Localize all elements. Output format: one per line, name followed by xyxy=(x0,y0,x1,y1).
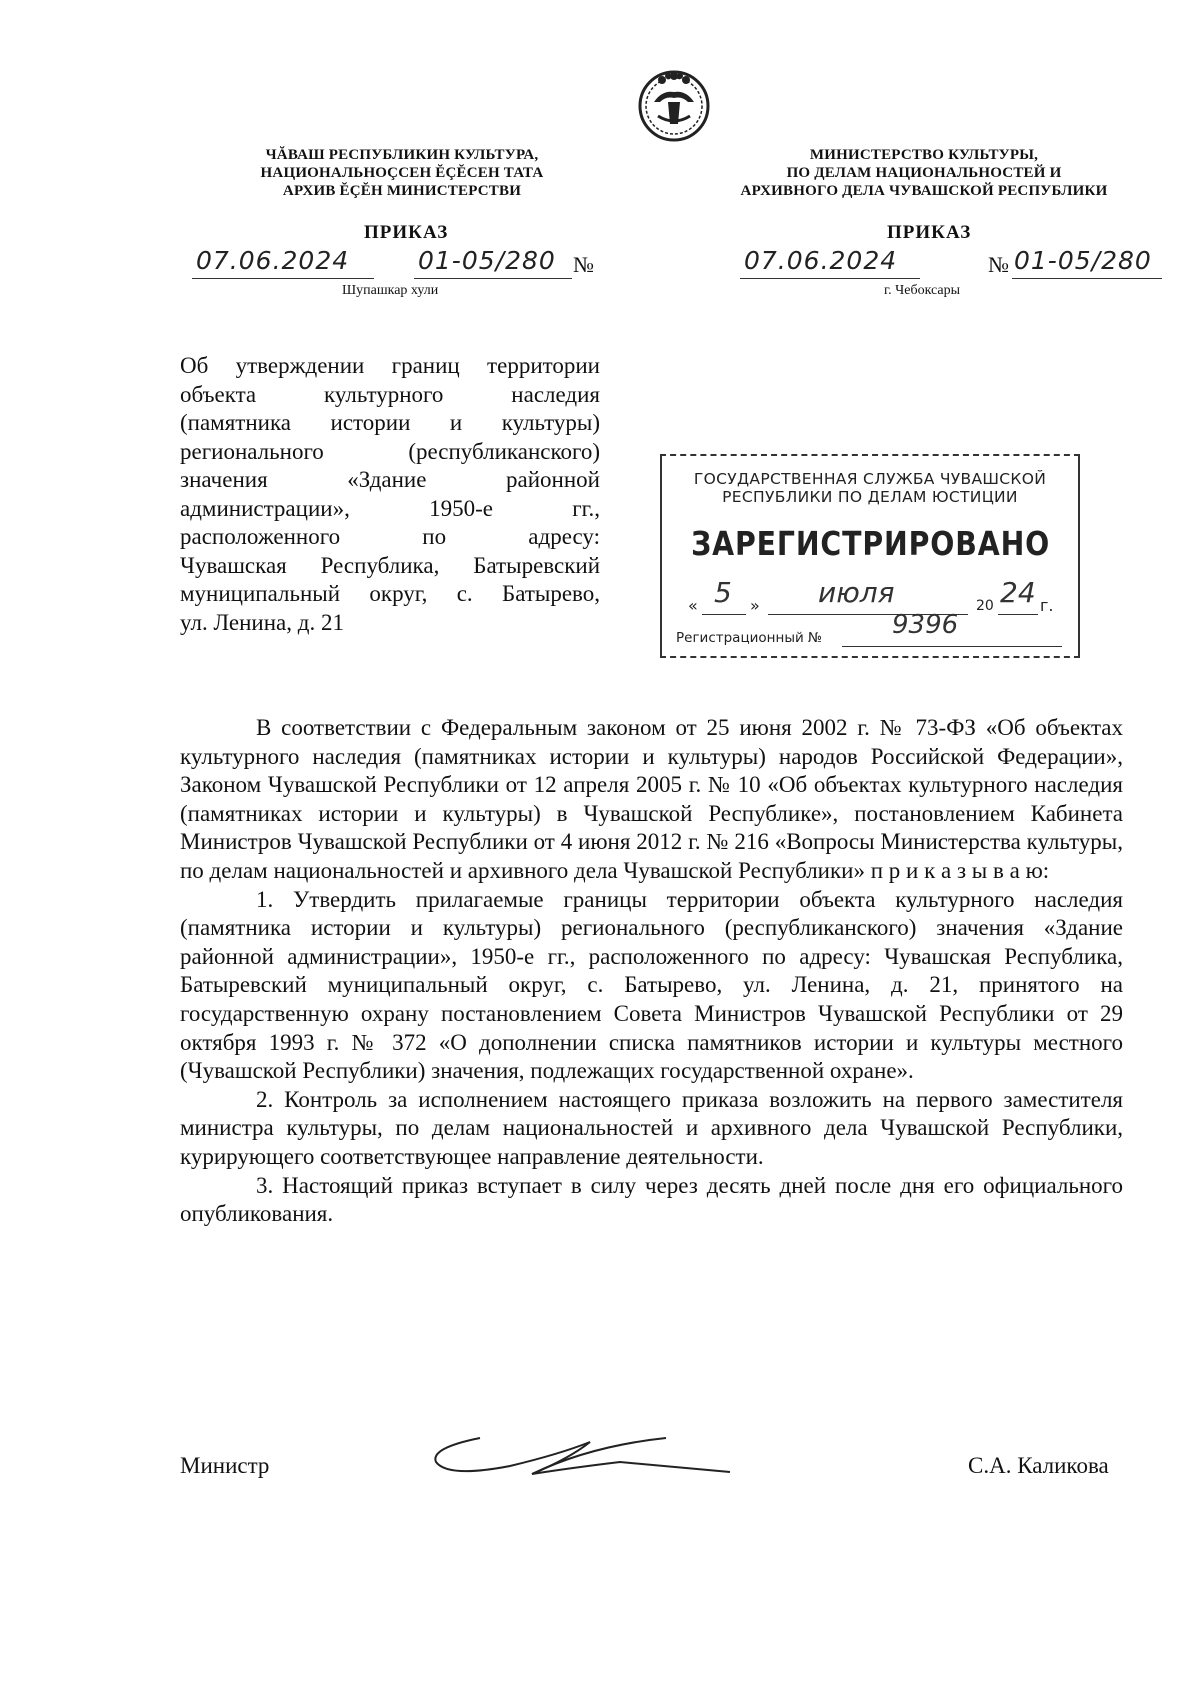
stamp-agency-line1: ГОСУДАРСТВЕННАЯ СЛУЖБА ЧУВАШСКОЙ xyxy=(693,470,1047,488)
item-3-paragraph: 3. Настоящий приказ вступает в силу через десять дней после дня его официального опубликования. xyxy=(180,1172,1123,1227)
header-right-line: МИНИСТЕРСТВО КУЛЬТУРЫ, xyxy=(809,147,1039,163)
order-label-left: ПРИКАЗ xyxy=(364,222,449,243)
stamp-year-suffix: г. xyxy=(1040,596,1054,615)
title-line: регионального (республиканского) xyxy=(180,438,600,464)
signatory-position: Министр xyxy=(180,1453,270,1478)
stamp-reg-number-handwritten: 9396 xyxy=(892,610,959,640)
stamp-month-handwritten: июля xyxy=(818,576,895,609)
date-underline-left xyxy=(192,278,374,279)
stamp-year-handwritten: 24 xyxy=(1000,576,1036,609)
stamp-year-prefix: 20 xyxy=(976,598,994,614)
coat-of-arms-emblem xyxy=(632,62,716,146)
title-line: значения «Здание районной xyxy=(180,467,600,492)
stamp-quote-close: » xyxy=(750,596,760,615)
stamp-reg-label: Регистрационный № xyxy=(676,630,823,646)
order-date-right-handwritten: 07.06.2024 xyxy=(744,246,898,275)
order-title xyxy=(180,352,600,637)
order-number-right-handwritten: 01-05/280 xyxy=(1014,246,1152,275)
stamp-date-line xyxy=(676,576,1068,622)
title-line: расположенного по адресу: xyxy=(180,524,600,549)
title-line: Чувашская Республика, Батыревский xyxy=(180,552,600,578)
item-1-paragraph: 1. Утвердить прилагаемые границы территории объекта культурного наследия (памятника истории и культуры) регионального (республиканского) значения «Здание районной администрации», 1950-е гг., расположенного по адресу: Чувашская Республика, Батыревский муниципальный округ, с. Батырево, ул. Ленина, д. 21, принятого на государственную охрану постановлением Совета Министров Чувашской Республики от 29 октября 1993 г. № 372 «О дополнении списка памятников истории и культуры местного (Чувашской Республики) значения, подлежащих государственной охране». xyxy=(180,886,1123,1084)
num-sign-right: № xyxy=(988,252,1009,277)
num-sign-left: № xyxy=(573,252,594,277)
header-right xyxy=(724,146,1124,200)
header-left xyxy=(232,146,572,200)
number-underline-right xyxy=(1012,278,1162,279)
handwritten-signature xyxy=(420,1428,740,1498)
title-line: (памятника истории и культуры) xyxy=(180,410,600,435)
city-left: Шупашкар хули xyxy=(342,283,439,298)
header-right-line: ПО ДЕЛАМ НАЦИОНАЛЬНОСТЕЙ И xyxy=(786,165,1062,181)
stamp-registered-label: ЗАРЕГИСТРИРОВАНО xyxy=(691,524,1051,563)
header-left-line: АРХИВ ĔÇĔН МИНИСТЕРСТВИ xyxy=(282,183,522,199)
order-label-right: ПРИКАЗ xyxy=(887,222,972,243)
header-left-line: ЧĂВАШ РЕСПУБЛИКИН КУЛЬТУРА, xyxy=(265,147,539,163)
stamp-registration-line xyxy=(676,610,1068,652)
title-line: ул. Ленина, д. 21 xyxy=(180,609,344,635)
title-line: объекта культурного наследия xyxy=(180,381,600,407)
stamp-agency-line2: РЕСПУБЛИКИ ПО ДЕЛАМ ЮСТИЦИИ xyxy=(722,488,1018,506)
number-underline-left xyxy=(414,278,572,279)
order-body xyxy=(180,714,1123,1229)
stamp-reg-underline xyxy=(842,646,1062,647)
signatory-name: С.А. Каликова xyxy=(968,1453,1109,1478)
item-2-paragraph: 2. Контроль за исполнением настоящего приказа возложить на первого заместителя министра культуры, по делам национальностей и архивного дела Чувашской Республики, курирующего соответствующее направление деятельности. xyxy=(180,1086,1123,1169)
order-date-left-handwritten: 07.06.2024 xyxy=(196,246,350,275)
stamp-quote-open: « xyxy=(688,596,698,615)
stamp-day-handwritten: 5 xyxy=(714,576,732,609)
city-right: г. Чебоксары xyxy=(884,283,961,298)
title-line: муниципальный округ, с. Батырево, xyxy=(180,581,600,606)
stamp-day-underline xyxy=(702,614,746,615)
preamble-paragraph: В соответствии с Федеральным законом от 25 июня 2002 г. № 73-ФЗ «Об объектах культурного наследия (памятниках истории и культуры) народов Российской Федерации», Законом Чувашской Республики от 12 апреля 2005 г. № 10 «Об объектах культурного наследия (памятниках истории и культуры) в Чувашской Республике», постановлением Кабинета Министров Чувашской Республики от 4 июня 2012 г. № 216 «Вопросы Министерства культуры, по делам национальностей и архивного дела Чувашской Республики» п р и к а з ы в а ю: xyxy=(180,715,1123,883)
title-line: администрации», 1950-е гг., xyxy=(180,495,600,521)
header-right-line: АРХИВНОГО ДЕЛА ЧУВАШСКОЙ РЕСПУБЛИКИ xyxy=(740,183,1108,199)
order-number-left-handwritten: 01-05/280 xyxy=(418,246,556,275)
stamp-year-underline xyxy=(998,614,1038,615)
header-left-line: НАЦИОНАЛЬНОÇСЕН ĔÇĔСЕН ТАТА xyxy=(260,165,544,181)
registration-stamp xyxy=(660,454,1080,658)
title-line: Об утверждении границ территории xyxy=(180,353,600,378)
date-underline-right xyxy=(740,278,920,279)
